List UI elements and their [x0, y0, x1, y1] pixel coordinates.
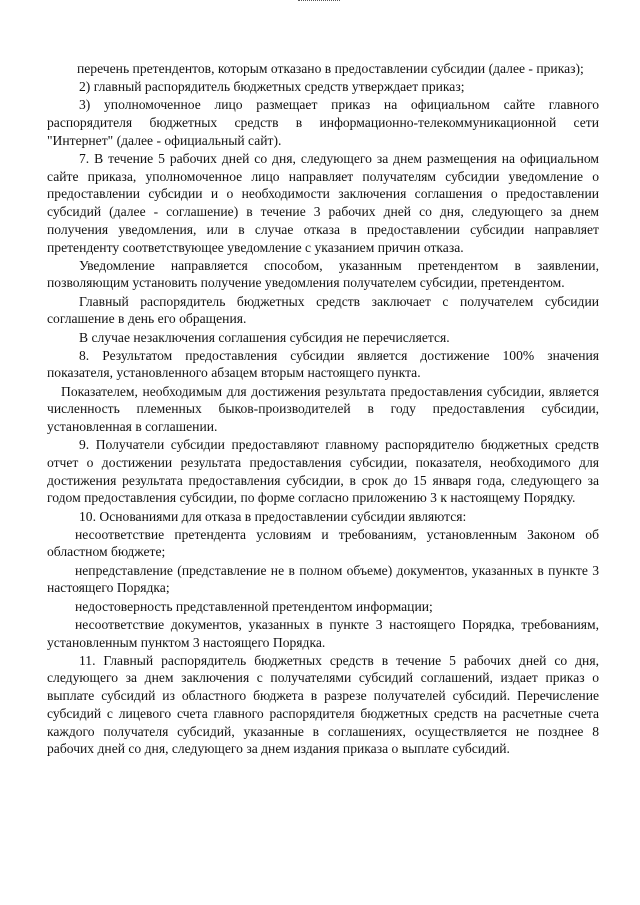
- paragraph-list-continuation: перечень претендентов, которым отказано в предоставлении субсидии (далее - приказ);: [77, 61, 584, 76]
- document-body: [47, 60, 599, 758]
- paragraph-point-11: 11. Главный распорядитель бюджетных средств в течение 5 рабочих дней со дня, следующего за днем заключения с получателями субсидий соглашений, издает приказ о выплате субсидий из областного бюджета в разрезе получателей субсидий. Перечисление субсидий с лицевого счета главного распорядителя бюджетных средств на расчетные счета каждого получателя субсидий, указанные в соглашениях, осуществляется не позднее 8 рабочих дней со дня, следующего за днем издания приказа о выплате субсидий.: [47, 652, 599, 757]
- paragraph-item-2: 2) главный распорядитель бюджетных средств утверждает приказ;: [79, 79, 465, 95]
- paragraph-refusal-ground-4: несоответствие документов, указанных в пункте 3 настоящего Порядка, требованиям, установленным пунктом 3 настоящего Порядка.: [47, 616, 599, 650]
- paragraph-point-10: 10. Основаниями для отказа в предоставлении субсидии являются:: [79, 508, 467, 524]
- paragraph-point-9: 9. Получатели субсидии предоставляют главному распорядителю бюджетных средств отчет о достижении результата предоставления субсидии, показателя, необходимого для достижения результата предоставления субсидии, в срок до 15 января года, следующего за годом предоставления субсидии, по форме согласно приложению 3 к настоящему Порядку.: [47, 437, 599, 506]
- paragraph-agreement: Главный распорядитель бюджетных средств заключает с получателем субсидии соглашение в день его обращения.: [47, 293, 599, 327]
- paragraph-point-7: 7. В течение 5 рабочих дней со дня, следующего за днем размещения на официальном сайте приказа, уполномоченное лицо направляет получателям субсидии уведомление о предоставлении субсидии и о необходимости заключения соглашения о предоставлении субсидий (далее - соглашение) в течение 3 рабочих дней со дня, следующего за днем получения уведомления, или в случае отказа в предоставлении субсидии направляет претенденту соответствующее уведомление с указанием причин отказа.: [47, 151, 599, 255]
- paragraph-item-3: 3) уполномоченное лицо размещает приказ на официальном сайте главного распорядителя бюджетных средств в информационно-телекоммуникационной сети "Интернет" (далее - официальный сайт).: [47, 97, 599, 148]
- page-top-mark: [298, 0, 340, 4]
- paragraph-refusal-ground-2: непредставление (представление не в полном объеме) документов, указанных в пункте 3 настоящего Порядка;: [47, 562, 599, 596]
- paragraph-refusal-ground-1: несоответствие претендента условиям и требованиям, установленным Законом об областном бюджете;: [47, 526, 599, 560]
- paragraph-notification-method: Уведомление направляется способом, указанным претендентом в заявлении, позволяющим установить получение уведомления получателем субсидии, претендентом.: [47, 257, 599, 291]
- paragraph-indicator: Показателем, необходимым для достижения результата предоставления субсидии, является численность племенных быков-производителей в году предоставления субсидии, установленная в соглашении.: [47, 383, 599, 435]
- paragraph-point-8: 8. Результатом предоставления субсидии является достижение 100% значения показателя, установленного абзацем вторым настоящего пункта.: [47, 347, 599, 381]
- paragraph-no-agreement: В случае незаключения соглашения субсидия не перечисляется.: [79, 329, 450, 345]
- paragraph-refusal-ground-3: недостоверность представленной претендентом информации;: [75, 598, 433, 614]
